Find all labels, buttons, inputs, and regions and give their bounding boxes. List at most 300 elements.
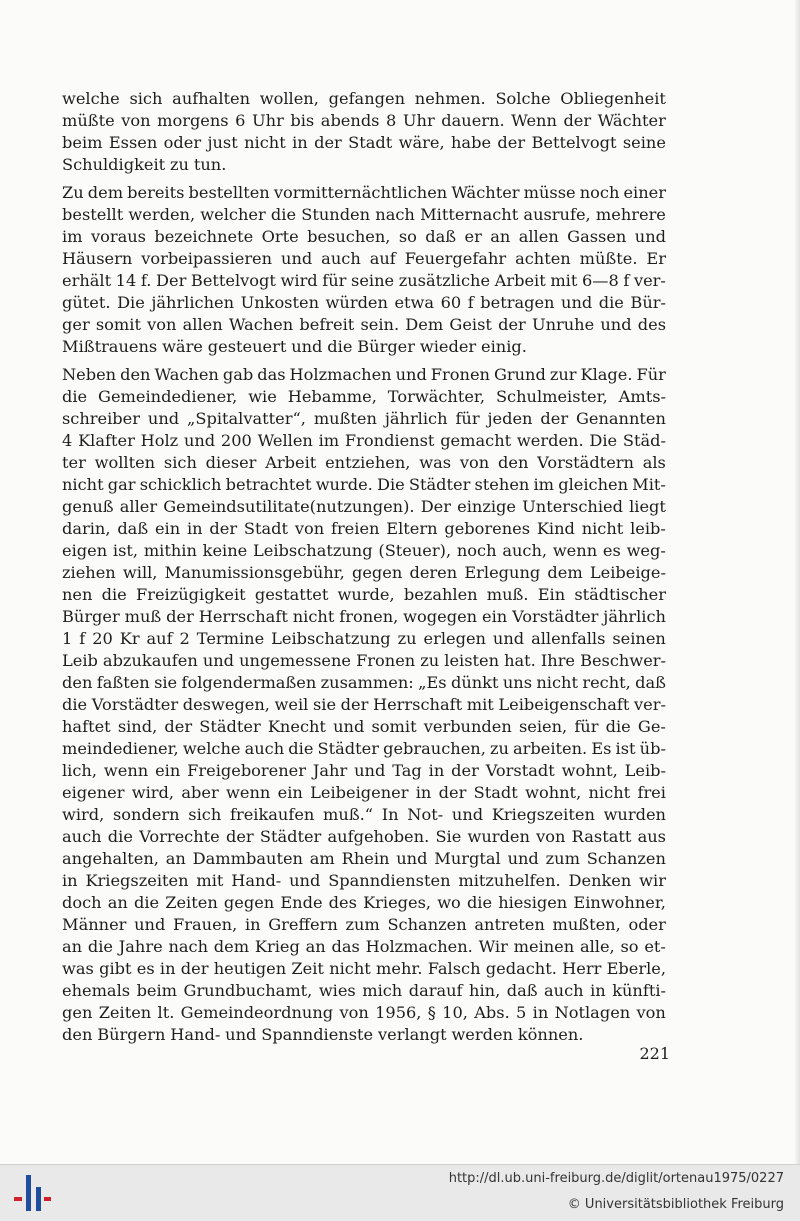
word: noch bbox=[579, 183, 620, 202]
word: die bbox=[605, 717, 631, 736]
word: Mitternacht bbox=[420, 205, 519, 224]
word: beim bbox=[136, 981, 178, 1000]
word: vormitternächtlichen bbox=[273, 183, 448, 202]
word: wurden bbox=[603, 805, 666, 824]
word: gegen bbox=[351, 563, 403, 582]
word: Leibeigener bbox=[310, 783, 409, 802]
word: mit bbox=[466, 695, 494, 714]
word: würden bbox=[325, 293, 388, 312]
word: Herrschaft bbox=[198, 607, 288, 626]
word: und bbox=[507, 849, 539, 868]
word: Hand- bbox=[170, 1025, 221, 1044]
word: und bbox=[451, 805, 484, 824]
word: Unkosten bbox=[240, 293, 320, 312]
word: der bbox=[314, 133, 342, 152]
word: 60 bbox=[440, 293, 462, 312]
word: „Spitalvatter“, bbox=[187, 409, 306, 428]
word: die bbox=[327, 337, 353, 356]
word: Er bbox=[646, 249, 666, 268]
word: Vorstädter bbox=[512, 607, 599, 626]
word: 6—8 bbox=[581, 271, 619, 290]
text-line bbox=[62, 782, 666, 804]
word: an bbox=[107, 893, 128, 912]
word: somit bbox=[371, 717, 417, 736]
text-line bbox=[62, 650, 666, 672]
word: schicklich bbox=[139, 475, 222, 494]
word: nicht bbox=[536, 673, 578, 692]
word: habe bbox=[451, 133, 492, 152]
word: gesteuert bbox=[207, 337, 287, 356]
word: liegt bbox=[629, 497, 666, 516]
word: in bbox=[159, 959, 176, 978]
word: Leib bbox=[62, 651, 98, 670]
word: f. bbox=[140, 271, 152, 290]
word: ziehen bbox=[62, 563, 116, 582]
word: nicht bbox=[244, 133, 286, 152]
word: mehrere bbox=[595, 205, 666, 224]
word: Hebamme, bbox=[287, 387, 377, 406]
word: mit bbox=[550, 271, 578, 290]
word: Spanndienste bbox=[261, 1025, 374, 1044]
word: auch bbox=[321, 249, 361, 268]
word: zu bbox=[420, 651, 440, 670]
word: Frondienst bbox=[344, 431, 435, 450]
word: sich bbox=[163, 453, 197, 472]
word: und bbox=[333, 717, 365, 736]
word: Erlegung bbox=[464, 563, 541, 582]
text-line bbox=[62, 518, 666, 540]
word: Stadt bbox=[348, 133, 393, 152]
word: 10, bbox=[442, 1003, 468, 1022]
word: gegen bbox=[223, 893, 275, 912]
word: Obliegenheit bbox=[560, 89, 666, 108]
word: von bbox=[147, 315, 177, 334]
word: frei bbox=[637, 783, 666, 802]
word: in bbox=[292, 133, 308, 152]
word: 200 bbox=[220, 431, 252, 450]
word: bestellten bbox=[188, 183, 270, 202]
word: jährlichen bbox=[151, 293, 235, 312]
word: mithin bbox=[143, 541, 197, 560]
word: es bbox=[602, 541, 621, 560]
text-line bbox=[62, 584, 666, 606]
word: wird, bbox=[62, 805, 105, 824]
word: Schanzen bbox=[586, 849, 666, 868]
copyright-text: © Universitätsbibliothek Freiburg bbox=[567, 1197, 784, 1212]
word: wurde. bbox=[315, 475, 373, 494]
word: Kriegszeiten bbox=[85, 871, 189, 890]
word: müßte. bbox=[579, 249, 638, 268]
word: an bbox=[305, 937, 326, 956]
word: Grund bbox=[493, 365, 546, 384]
word: wohnt, bbox=[561, 761, 618, 780]
word: Ein bbox=[537, 585, 566, 604]
text-line bbox=[62, 1002, 666, 1024]
word: werden bbox=[451, 1025, 513, 1044]
word: weil bbox=[274, 695, 309, 714]
word: noch bbox=[456, 541, 497, 560]
word: alle, bbox=[579, 937, 615, 956]
paragraph-1 bbox=[62, 88, 666, 176]
word: Herr bbox=[562, 959, 602, 978]
word: angehalten, bbox=[62, 849, 159, 868]
word: zu bbox=[170, 155, 189, 174]
word: im bbox=[62, 227, 83, 246]
word: ein bbox=[481, 607, 508, 626]
word: Stunden bbox=[301, 205, 371, 224]
word: besuchen, bbox=[307, 227, 391, 246]
word: in bbox=[415, 783, 432, 802]
word: In bbox=[381, 805, 399, 824]
word: Arbeit bbox=[494, 271, 546, 290]
word: für bbox=[322, 271, 347, 290]
word: Holzmachen. bbox=[365, 937, 473, 956]
word: bezeichnete bbox=[154, 227, 254, 246]
word: zur bbox=[549, 365, 577, 384]
text-line bbox=[62, 182, 666, 204]
word: wo bbox=[437, 893, 461, 912]
text-line bbox=[62, 270, 666, 292]
word: Krieg bbox=[254, 937, 300, 956]
word: zu bbox=[489, 739, 509, 758]
word: ver- bbox=[633, 271, 666, 290]
word: des bbox=[637, 315, 666, 334]
word: Unruhe bbox=[531, 315, 595, 334]
footer-bar bbox=[0, 1164, 800, 1221]
word: der bbox=[497, 133, 526, 152]
word: Männer bbox=[62, 915, 127, 934]
word: Gemeindsutilitate(nutzungen). bbox=[163, 497, 415, 516]
word: Mit- bbox=[632, 475, 666, 494]
word: Beschwer- bbox=[580, 651, 666, 670]
text-line bbox=[62, 408, 666, 430]
word: Wir bbox=[478, 937, 508, 956]
word: einig. bbox=[481, 337, 527, 356]
word: Not- bbox=[407, 805, 444, 824]
word: müsse bbox=[523, 183, 576, 202]
word: was bbox=[62, 959, 94, 978]
word: wenn bbox=[103, 761, 149, 780]
word: der bbox=[340, 695, 369, 714]
word: Vorstadt bbox=[485, 761, 555, 780]
word: Ende bbox=[280, 893, 323, 912]
word: Zeit bbox=[291, 959, 324, 978]
word: in bbox=[590, 981, 606, 1000]
word: Orte bbox=[261, 227, 299, 246]
text-line bbox=[62, 386, 666, 408]
word: die bbox=[62, 695, 88, 714]
word: 14 bbox=[115, 271, 137, 290]
word: an bbox=[62, 937, 83, 956]
word: sich bbox=[129, 89, 163, 108]
word: wäre, bbox=[398, 133, 445, 152]
word: Häusern bbox=[62, 249, 133, 268]
word: auf bbox=[146, 629, 173, 648]
word: etwa bbox=[394, 293, 435, 312]
word: Wellen bbox=[257, 431, 313, 450]
word: Eltern bbox=[386, 519, 438, 538]
word: ein bbox=[155, 761, 181, 780]
word: der bbox=[166, 607, 194, 626]
word: welche bbox=[62, 89, 120, 108]
word: nicht bbox=[62, 475, 104, 494]
word: einer bbox=[623, 183, 666, 202]
word: die bbox=[288, 739, 314, 758]
word: zum bbox=[545, 849, 580, 868]
word: Einwohner, bbox=[573, 893, 666, 912]
word: aufgehoben. bbox=[327, 827, 430, 846]
word: und bbox=[634, 227, 666, 246]
word: sich bbox=[188, 805, 222, 824]
word: beim bbox=[62, 133, 103, 152]
word: künfti- bbox=[612, 981, 666, 1000]
word: auch, bbox=[502, 541, 548, 560]
word: 6 bbox=[235, 111, 246, 130]
word: was bbox=[419, 453, 452, 472]
word: Wachen bbox=[154, 365, 219, 384]
word: Notlagen bbox=[554, 1003, 631, 1022]
word: bis bbox=[290, 111, 315, 130]
word: abzukaufen bbox=[102, 651, 198, 670]
page-number: 221 bbox=[639, 1044, 670, 1063]
word: deswegen, bbox=[182, 695, 270, 714]
word: wurde, bbox=[337, 585, 395, 604]
word: haftet bbox=[62, 717, 111, 736]
word: lich, bbox=[62, 761, 97, 780]
word: somit bbox=[95, 315, 141, 334]
word: so bbox=[398, 227, 417, 246]
word: auch bbox=[544, 981, 584, 1000]
word: doch bbox=[62, 893, 102, 912]
word: können. bbox=[517, 1025, 584, 1044]
word: Bürgern bbox=[97, 1025, 166, 1044]
word: und bbox=[354, 761, 386, 780]
word: aus bbox=[637, 827, 666, 846]
text-line bbox=[62, 132, 666, 154]
word: Solche bbox=[495, 89, 551, 108]
word: in bbox=[186, 519, 203, 538]
text-line bbox=[62, 474, 666, 496]
word: just bbox=[207, 133, 238, 152]
word: Zu bbox=[62, 183, 84, 202]
word: entziehen, bbox=[325, 453, 411, 472]
word: Dammbauten bbox=[192, 849, 303, 868]
word: gar bbox=[107, 475, 136, 494]
word: und bbox=[396, 849, 428, 868]
word: nicht bbox=[581, 519, 624, 538]
word: gestattet bbox=[254, 585, 329, 604]
word: die bbox=[270, 205, 297, 224]
word: zusätzliche bbox=[398, 271, 491, 290]
word: Bettelvogt bbox=[190, 271, 276, 290]
word: Knecht bbox=[267, 717, 326, 736]
word: Die bbox=[376, 475, 405, 494]
word: fronen, bbox=[339, 607, 399, 626]
word: und bbox=[291, 337, 323, 356]
text-line bbox=[62, 452, 666, 474]
word: achten bbox=[515, 249, 571, 268]
word: wollen, bbox=[259, 89, 319, 108]
word: Ihre bbox=[540, 651, 576, 670]
word: Schulmeister, bbox=[495, 387, 608, 406]
word: wogegen bbox=[403, 607, 478, 626]
word: der bbox=[209, 519, 238, 538]
word: 1 bbox=[62, 629, 73, 648]
word: nach bbox=[375, 205, 415, 224]
word: städtischer bbox=[574, 585, 666, 604]
source-url-link[interactable]: http://dl.ub.uni-freiburg.de/diglit/ortenau1975/0227 bbox=[448, 1171, 784, 1186]
word: f bbox=[623, 271, 630, 290]
text-line bbox=[62, 88, 666, 110]
word: deren bbox=[409, 563, 458, 582]
text-line bbox=[62, 154, 666, 176]
word: der bbox=[563, 111, 592, 130]
word: mitzuhelfen. bbox=[458, 871, 561, 890]
word: Jahr bbox=[312, 761, 348, 780]
text-line bbox=[62, 826, 666, 848]
word: dünkt bbox=[450, 673, 499, 692]
word: 8 bbox=[386, 111, 397, 130]
word: eigener bbox=[62, 783, 125, 802]
word: Für bbox=[636, 365, 666, 384]
word: müßte bbox=[62, 111, 115, 130]
word: Holz bbox=[140, 431, 179, 450]
word: hat. bbox=[504, 651, 536, 670]
word: 2 bbox=[179, 629, 190, 648]
word: auch bbox=[62, 827, 102, 846]
word: (Steuer), bbox=[378, 541, 452, 560]
word: Bür- bbox=[630, 293, 666, 312]
word: Gemeindediener, bbox=[98, 387, 238, 406]
word: des bbox=[328, 893, 357, 912]
word: Genannten bbox=[575, 409, 666, 428]
word: erhält bbox=[62, 271, 112, 290]
word: jährlich bbox=[384, 409, 448, 428]
word: leisten bbox=[444, 651, 500, 670]
word: seinen bbox=[612, 629, 666, 648]
word: Bürger bbox=[357, 337, 416, 356]
word: ein bbox=[277, 783, 303, 802]
text-line bbox=[62, 606, 666, 628]
word: den bbox=[120, 365, 151, 384]
word: darin, bbox=[62, 519, 111, 538]
word: im bbox=[318, 431, 340, 450]
word: 1956, bbox=[375, 1003, 422, 1022]
word: wurden bbox=[467, 827, 530, 846]
word: Mißtrauens bbox=[62, 337, 158, 356]
word: Denken bbox=[568, 871, 632, 890]
word: aber bbox=[181, 783, 219, 802]
word: Freizügigkeit bbox=[135, 585, 246, 604]
word: ehemals bbox=[62, 981, 131, 1000]
word: Torwächter, bbox=[387, 387, 486, 406]
word: eigen bbox=[62, 541, 108, 560]
word: Bürger bbox=[62, 607, 120, 626]
text-line bbox=[62, 870, 666, 892]
word: gibt bbox=[99, 959, 132, 978]
word: seine bbox=[351, 271, 395, 290]
word: Uhr bbox=[402, 111, 435, 130]
text-line bbox=[62, 804, 666, 826]
text-line bbox=[62, 716, 666, 738]
text-line bbox=[62, 226, 666, 248]
word: schreiber bbox=[62, 409, 140, 428]
text-line bbox=[62, 292, 666, 314]
text-line bbox=[62, 204, 666, 226]
word: es bbox=[136, 959, 155, 978]
word: wenn bbox=[552, 541, 598, 560]
text-line bbox=[62, 980, 666, 1002]
text-line bbox=[62, 540, 666, 562]
word: hin, bbox=[469, 981, 501, 1000]
word: die bbox=[101, 585, 127, 604]
word: betrachtet bbox=[225, 475, 312, 494]
word: den bbox=[62, 1025, 93, 1044]
word: sondern bbox=[112, 805, 180, 824]
word: 5 bbox=[516, 1003, 527, 1022]
word: Leibschatzung bbox=[253, 541, 373, 560]
word: ist, bbox=[112, 541, 139, 560]
text-line bbox=[62, 496, 666, 518]
word: oder bbox=[163, 133, 202, 152]
text-line bbox=[62, 248, 666, 270]
word: Geist bbox=[449, 315, 492, 334]
word: nehmen. bbox=[414, 89, 486, 108]
word: und bbox=[134, 915, 166, 934]
word: gab bbox=[222, 365, 254, 384]
word: und bbox=[147, 409, 180, 428]
word: morgens bbox=[157, 111, 229, 130]
word: Termine bbox=[196, 629, 265, 648]
word: sind, bbox=[117, 717, 158, 736]
word: die bbox=[133, 893, 160, 912]
word: weg- bbox=[626, 541, 666, 560]
word: bereits bbox=[127, 183, 185, 202]
word: auch bbox=[244, 739, 285, 758]
word: zu bbox=[397, 629, 417, 648]
word: gebrauchen, bbox=[383, 739, 486, 758]
word: in bbox=[428, 761, 445, 780]
word: und bbox=[600, 315, 632, 334]
word: allenfalls bbox=[531, 629, 606, 648]
word: Kr bbox=[119, 629, 140, 648]
word: wieder bbox=[419, 337, 477, 356]
word: die bbox=[598, 293, 624, 312]
word: seine bbox=[622, 133, 666, 152]
word: aller bbox=[119, 497, 158, 516]
word: muß bbox=[124, 607, 162, 626]
word: Essen bbox=[108, 133, 158, 152]
word: verbunden bbox=[423, 717, 512, 736]
word: keine bbox=[202, 541, 248, 560]
word: nicht bbox=[292, 607, 335, 626]
word: Der bbox=[156, 271, 187, 290]
word: leib- bbox=[630, 519, 666, 538]
word: welche bbox=[182, 739, 241, 758]
word: Städ- bbox=[622, 431, 666, 450]
word: wird bbox=[280, 271, 318, 290]
word: als bbox=[642, 453, 666, 472]
word: jährlich bbox=[603, 607, 666, 626]
text-line bbox=[62, 958, 666, 980]
word: daß bbox=[117, 519, 149, 538]
word: von bbox=[294, 519, 325, 538]
word: Die bbox=[117, 293, 145, 312]
word: so bbox=[620, 937, 639, 956]
word: dieser bbox=[205, 453, 257, 472]
word: Schanzen bbox=[387, 915, 467, 934]
word: und bbox=[561, 293, 593, 312]
